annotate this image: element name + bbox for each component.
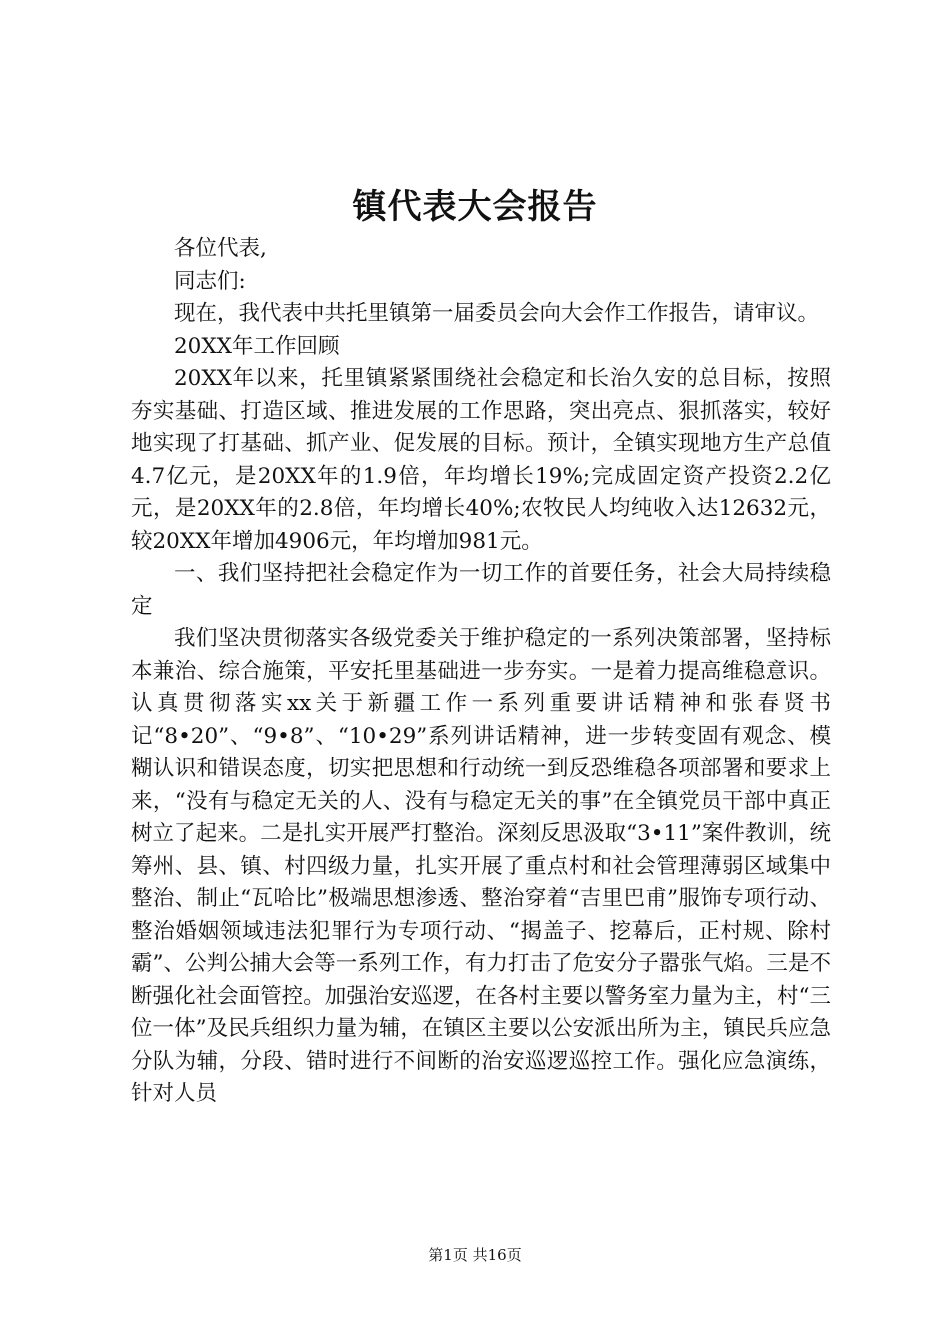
salutation-comrades: 同志们:: [174, 268, 246, 294]
section-heading-review: 20XX年工作回顾: [174, 333, 340, 359]
review-paragraph: 20XX年以来，托里镇紧紧围绕社会稳定和长治久安的总目标，按照夯实基础、打造区域、推进发展的工作思路，突出亮点、狠抓落实，较好地实现了打基础、抓产业、促发展的目标。预计，全镇实现地方生产总值4.7亿元，是20XX年的1.9倍，年均增长19%;完成固定资产投资2.2亿元，是20XX年的2.8倍，年均增长40%;农牧民人均纯收入达12632元，较20XX年增加4906元，年均增加981元。: [131, 366, 831, 554]
document-title: 镇代表大会报告: [352, 187, 598, 227]
salutation-delegates: 各位代表,: [174, 236, 267, 261]
document-body: [131, 233, 831, 1111]
stability-paragraph: 我们坚决贯彻落实各级党委关于维护稳定的一系列决策部署，坚持标本兼治、综合施策，平安托里基础进一步夯实。一是着力提高维稳意识。认真贯彻落实xx关于新疆工作一系列重要讲话精神和张春贤书记“8•20”、“9•8”、“10•29”系列讲话精神，进一步转变固有观念、模糊认识和错误态度，切实把思想和行动统一到反恐维稳各项部署和要求上来，“没有与稳定无关的人、没有与稳定无关的事”在全镇党员干部中真正树立了起来。二是扎实开展严打整治。深刻反思汲取“3•11”案件教训，统筹州、县、镇、村四级力量，扎实开展了重点村和社会管理薄弱区域集中整治、制止“瓦哈比”极端思想渗透、整治穿着“吉里巴甫”服饰专项行动、整治婚姻领域违法犯罪行为专项行动、“揭盖子、挖幕后，正村规、除村霸”、公判公捕大会等一系列工作，有力打击了危安分子嚣张气焰。三是不断强化社会面管控。加强治安巡逻，在各村主要以警务室力量为主，村“三位一体”及民兵组织力量为辅，在镇区主要以公安派出所为主，镇民兵应急分队为辅，分段、错时进行不间断的治安巡逻巡控工作。强化应急演练，针对人员: [131, 626, 831, 1106]
opening-paragraph: 现在，我代表中共托里镇第一届委员会向大会作工作报告，请审议。: [174, 301, 820, 326]
section-heading-stability: 一、我们坚持把社会稳定作为一切工作的首要任务，社会大局持续稳定: [131, 561, 831, 619]
page-number-footer: 第1页 共16页: [428, 1246, 522, 1264]
